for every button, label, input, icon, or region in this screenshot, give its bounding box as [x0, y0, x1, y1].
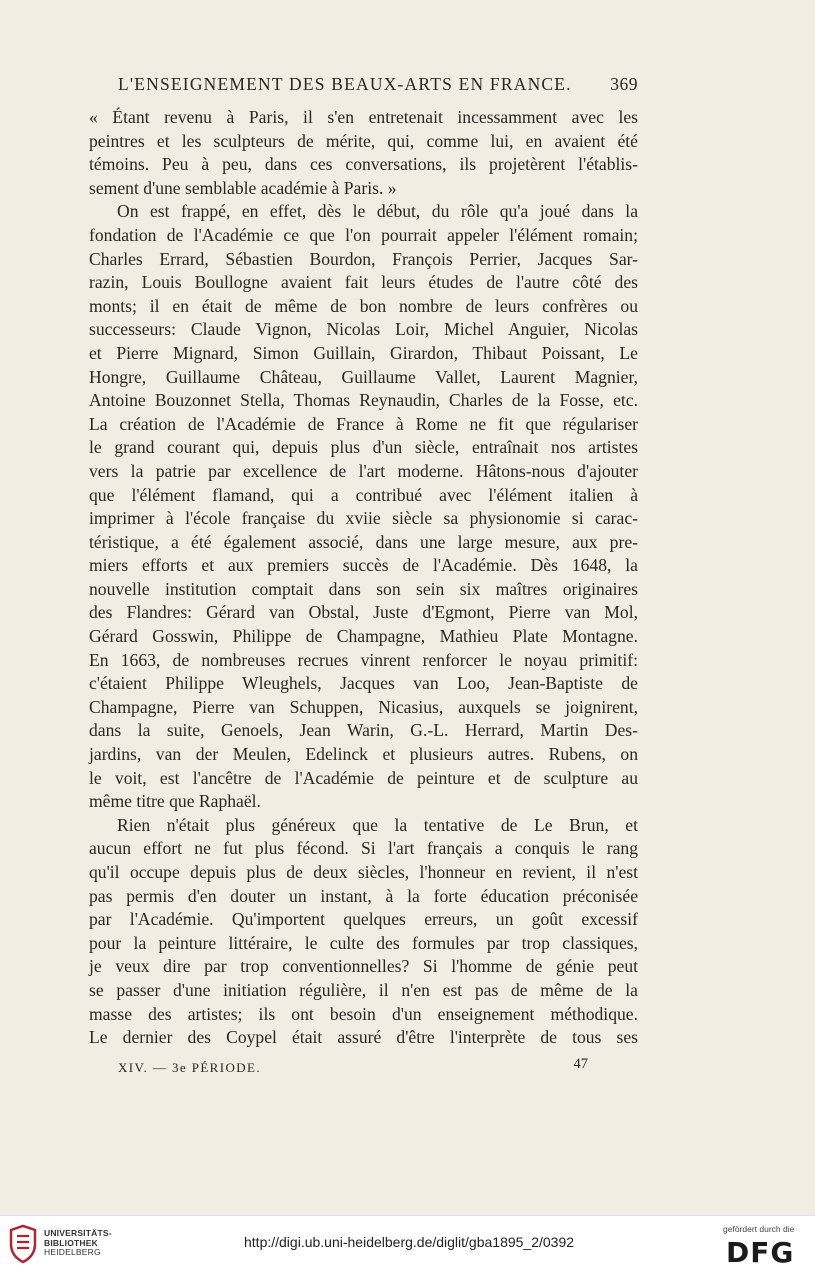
text-line: miers efforts et aux premiers succès de l'Académie. Dès 1648, la	[89, 555, 638, 576]
text-line: même titre que Raphaël.	[89, 791, 261, 812]
text-line: On est frappé, en effet, dès le début, du rôle qu'a joué dans la	[117, 201, 638, 222]
text-line: par l'Académie. Qu'importent quelques erreurs, un goût excessif	[89, 909, 638, 930]
signature-mark: XIV. — 3e PÉRIODE.	[118, 1060, 262, 1075]
text-line: aucun effort ne fut plus fécond. Si l'art français a conquis le rang	[89, 838, 638, 859]
text-line: imprimer à l'école française du xviie siècle sa physionomie si carac-	[89, 508, 638, 529]
library-name-line2: BIBLIOTHEK	[44, 1237, 98, 1248]
text-line: dans la suite, Genoels, Jean Warin, G.-L. Herrard, Martin Des-	[89, 720, 638, 741]
text-line: « Étant revenu à Paris, il s'en entretenait incessamment avec les	[89, 107, 638, 127]
permalink-url[interactable]: http://digi.ub.uni-heidelberg.de/diglit/gba1895_2/0392	[244, 1234, 575, 1250]
text-line: peintres et les sculpteurs de mérite, qui, comme lui, en avaient été	[89, 130, 638, 151]
library-name-line3: HEIDELBERG	[44, 1247, 101, 1257]
dfg-logo: DFG	[726, 1236, 795, 1269]
text-line: Antoine Bouzonnet Stella, Thomas Reynaudin, Charles de la Fosse, etc.	[89, 390, 638, 411]
footer-bar	[0, 1215, 815, 1273]
text-line: témoins. Peu à peu, dans ces conversations, ils projetèrent l'établis-	[89, 154, 638, 175]
text-line: et Pierre Mignard, Simon Guillain, Girardon, Thibaut Poissant, Le	[89, 342, 638, 363]
text-line: des Flandres: Gérard van Obstal, Juste d'Egmont, Pierre van Mol,	[89, 602, 638, 623]
text-line: téristique, a été également associé, dans une large mesure, aux pre-	[89, 531, 638, 552]
text-line: Charles Errard, Sébastien Bourdon, François Perrier, Jacques Sar-	[89, 248, 638, 269]
text-line: le grand courant qui, depuis plus d'un siècle, entraînait nos artistes	[89, 437, 638, 458]
library-name	[44, 1229, 112, 1258]
text-line: pour la peinture littéraire, le culte des formules par trop classiques,	[89, 932, 638, 953]
text-line: razin, Louis Boullogne avaient fait leurs études de l'autre côté des	[89, 272, 638, 293]
text-line: monts; il en était de même de bon nombre de leurs confrères ou	[89, 295, 638, 316]
text-line: je veux dire par trop conventionnelles? Si l'homme de génie peut	[89, 956, 638, 977]
text-line: qu'il occupe depuis plus de deux siècles, l'honneur en revient, il n'est	[89, 862, 638, 882]
body-text	[89, 106, 638, 1050]
text-line: pas permis d'en douter un instant, à la forte éducation préconisée	[89, 885, 638, 906]
text-line: Hongre, Guillaume Château, Guillaume Vallet, Laurent Magnier,	[89, 366, 638, 387]
running-head-title: L'ENSEIGNEMENT DES BEAUX-ARTS EN FRANCE.	[118, 74, 572, 94]
text-line: successeurs: Claude Vignon, Nicolas Loir, Michel Anguier, Nicolas	[89, 319, 638, 340]
text-line: c'étaient Philippe Wleughels, Jacques van Loo, Jean-Baptiste de	[89, 673, 638, 694]
text-line: nouvelle institution comptait dans son sein six maîtres originaires	[89, 578, 638, 599]
text-line: Champagne, Pierre van Schuppen, Nicasius, auxquels se joignirent,	[89, 696, 638, 717]
library-name-line1: UNIVERSITÄTS-	[44, 1228, 112, 1238]
page-number: 369	[610, 74, 638, 94]
text-line: Le dernier des Coypel était assuré d'être l'interprète de tous ses	[89, 1027, 638, 1048]
text-line: se passer d'une initiation régulière, il n'en est pas de même de la	[89, 979, 638, 1000]
text-line: vers la patrie par excellence de l'art moderne. Hâtons-nous d'ajouter	[89, 460, 638, 481]
text-line: sement d'une semblable académie à Paris. »	[89, 177, 397, 198]
text-line: jardins, van der Meulen, Edelinck et plusieurs autres. Rubens, on	[89, 744, 638, 765]
text-line: Rien n'était plus généreux que la tentative de Le Brun, et	[117, 814, 638, 835]
signature-number: 47	[573, 1056, 588, 1072]
text-line: La création de l'Académie de France à Rome ne fit que régulariser	[89, 413, 638, 434]
funding-note: gefördert durch die	[723, 1224, 795, 1234]
text-line: le voit, est l'ancêtre de l'Académie de peinture et de sculpture au	[89, 767, 638, 788]
text-line: que l'élément flamand, qui a contribué avec l'élément italien à	[89, 484, 638, 505]
text-line: En 1663, de nombreuses recrues vinrent renforcer le noyau primitif:	[89, 649, 638, 670]
text-line: Gérard Gosswin, Philippe de Champagne, Mathieu Plate Montagne.	[89, 626, 638, 647]
text-line: fondation de l'Académie ce que l'on pourrait appeler l'élément romain;	[89, 224, 638, 245]
university-logo-icon	[8, 1224, 38, 1264]
text-line: masse des artistes; ils ont besoin d'un enseignement méthodique.	[89, 1003, 638, 1024]
